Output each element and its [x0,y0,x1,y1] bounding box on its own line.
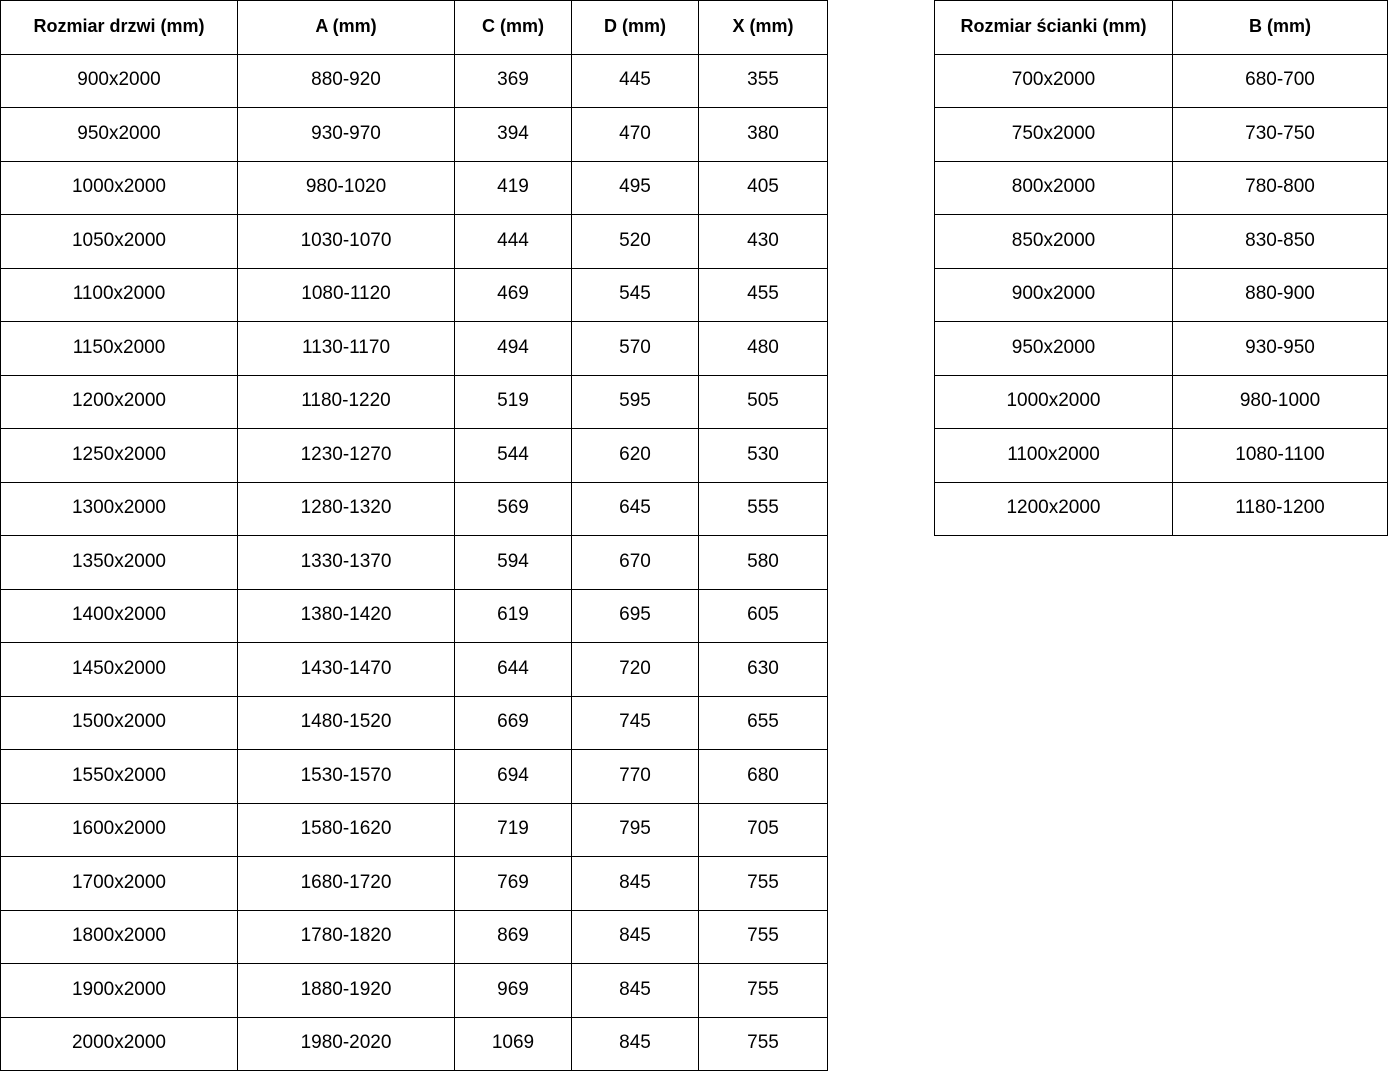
table-cell: 1550x2000 [1,750,238,804]
table-row [935,54,1388,108]
table-cell: 1100x2000 [935,429,1173,483]
table-row [1,375,828,429]
table-cell: 594 [455,536,572,590]
table-cell: 1180-1220 [238,375,455,429]
table-cell: 644 [455,643,572,697]
table-cell: 780-800 [1173,161,1388,215]
wall-table-container [934,0,1388,536]
table-cell: 850x2000 [935,215,1173,269]
table-row [1,803,828,857]
table-row [1,964,828,1018]
table-header-row [935,1,1388,55]
table-cell: 1780-1820 [238,910,455,964]
column-header-c: C (mm) [455,1,572,55]
table-cell: 980-1020 [238,161,455,215]
table-cell: 495 [572,161,699,215]
table-row [1,1017,828,1071]
table-cell: 730-750 [1173,108,1388,162]
table-cell: 930-950 [1173,322,1388,376]
table-cell: 1430-1470 [238,643,455,697]
table-cell: 519 [455,375,572,429]
table-row [1,910,828,964]
table-cell: 1330-1370 [238,536,455,590]
table-cell: 830-850 [1173,215,1388,269]
table-cell: 469 [455,268,572,322]
table-row [1,482,828,536]
table-cell: 845 [572,910,699,964]
column-header-x: X (mm) [699,1,828,55]
table-cell: 869 [455,910,572,964]
table-cell: 680 [699,750,828,804]
table-cell: 750x2000 [935,108,1173,162]
table-cell: 1600x2000 [1,803,238,857]
table-cell: 494 [455,322,572,376]
table-cell: 770 [572,750,699,804]
table-cell: 1100x2000 [1,268,238,322]
table-cell: 1000x2000 [935,375,1173,429]
table-cell: 1130-1170 [238,322,455,376]
table-row [1,108,828,162]
table-cell: 1680-1720 [238,857,455,911]
table-row [1,750,828,804]
table-cell: 530 [699,429,828,483]
table-cell: 845 [572,857,699,911]
table-row [1,322,828,376]
table-cell: 694 [455,750,572,804]
table-cell: 619 [455,589,572,643]
table-cell: 880-920 [238,54,455,108]
column-header-a: A (mm) [238,1,455,55]
table-cell: 580 [699,536,828,590]
table-row [1,696,828,750]
table-cell: 719 [455,803,572,857]
table-cell: 695 [572,589,699,643]
table-cell: 900x2000 [935,268,1173,322]
table-cell: 769 [455,857,572,911]
table-row [1,589,828,643]
table-cell: 669 [455,696,572,750]
table-cell: 900x2000 [1,54,238,108]
table-cell: 544 [455,429,572,483]
table-cell: 605 [699,589,828,643]
table-cell: 1030-1070 [238,215,455,269]
column-header-wall-size: Rozmiar ścianki (mm) [935,1,1173,55]
table-cell: 520 [572,215,699,269]
table-cell: 1200x2000 [935,482,1173,536]
table-cell: 445 [572,54,699,108]
table-cell: 845 [572,1017,699,1071]
table-cell: 569 [455,482,572,536]
table-cell: 1800x2000 [1,910,238,964]
table-row [1,857,828,911]
table-cell: 700x2000 [935,54,1173,108]
table-cell: 455 [699,268,828,322]
table-cell: 880-900 [1173,268,1388,322]
table-row [935,375,1388,429]
table-cell: 570 [572,322,699,376]
table-row [935,108,1388,162]
table-cell: 555 [699,482,828,536]
table-row [1,268,828,322]
table-cell: 1300x2000 [1,482,238,536]
table-cell: 755 [699,964,828,1018]
column-header-b: B (mm) [1173,1,1388,55]
table-row [1,429,828,483]
table-cell: 369 [455,54,572,108]
table-cell: 670 [572,536,699,590]
table-cell: 1700x2000 [1,857,238,911]
table-cell: 1400x2000 [1,589,238,643]
table-cell: 444 [455,215,572,269]
table-row [1,54,828,108]
table-row [935,268,1388,322]
table-cell: 1080-1100 [1173,429,1388,483]
table-cell: 1080-1120 [238,268,455,322]
table-cell: 1880-1920 [238,964,455,1018]
table-cell: 800x2000 [935,161,1173,215]
table-cell: 755 [699,1017,828,1071]
column-header-door-size: Rozmiar drzwi (mm) [1,1,238,55]
table-cell: 1480-1520 [238,696,455,750]
table-cell: 720 [572,643,699,697]
table-header-row [1,1,828,55]
table-cell: 755 [699,857,828,911]
table-cell: 1000x2000 [1,161,238,215]
table-cell: 430 [699,215,828,269]
table-cell: 1250x2000 [1,429,238,483]
column-header-d: D (mm) [572,1,699,55]
table-cell: 745 [572,696,699,750]
table-cell: 505 [699,375,828,429]
table-cell: 545 [572,268,699,322]
table-cell: 2000x2000 [1,1017,238,1071]
table-cell: 480 [699,322,828,376]
table-cell: 1900x2000 [1,964,238,1018]
table-cell: 1200x2000 [1,375,238,429]
table-cell: 950x2000 [935,322,1173,376]
table-cell: 705 [699,803,828,857]
table-cell: 620 [572,429,699,483]
table-cell: 1500x2000 [1,696,238,750]
table-cell: 1450x2000 [1,643,238,697]
table-row [935,215,1388,269]
wall-size-table [934,0,1388,536]
table-cell: 680-700 [1173,54,1388,108]
table-row [935,429,1388,483]
table-row [1,215,828,269]
table-row [935,161,1388,215]
table-cell: 645 [572,482,699,536]
table-cell: 1380-1420 [238,589,455,643]
table-row [1,536,828,590]
table-cell: 845 [572,964,699,1018]
table-cell: 1180-1200 [1173,482,1388,536]
table-cell: 595 [572,375,699,429]
table-cell: 405 [699,161,828,215]
table-cell: 394 [455,108,572,162]
table-cell: 755 [699,910,828,964]
table-row [1,643,828,697]
table-cell: 1980-2020 [238,1017,455,1071]
table-cell: 1150x2000 [1,322,238,376]
table-cell: 795 [572,803,699,857]
table-cell: 630 [699,643,828,697]
table-cell: 419 [455,161,572,215]
table-cell: 655 [699,696,828,750]
table-cell: 1069 [455,1017,572,1071]
table-row [1,161,828,215]
table-row [935,322,1388,376]
table-cell: 1050x2000 [1,215,238,269]
table-cell: 930-970 [238,108,455,162]
table-cell: 1580-1620 [238,803,455,857]
table-cell: 980-1000 [1173,375,1388,429]
table-cell: 950x2000 [1,108,238,162]
table-cell: 380 [699,108,828,162]
table-cell: 1350x2000 [1,536,238,590]
table-cell: 1280-1320 [238,482,455,536]
table-cell: 470 [572,108,699,162]
table-cell: 355 [699,54,828,108]
table-cell: 969 [455,964,572,1018]
table-cell: 1230-1270 [238,429,455,483]
table-cell: 1530-1570 [238,750,455,804]
table-row [935,482,1388,536]
